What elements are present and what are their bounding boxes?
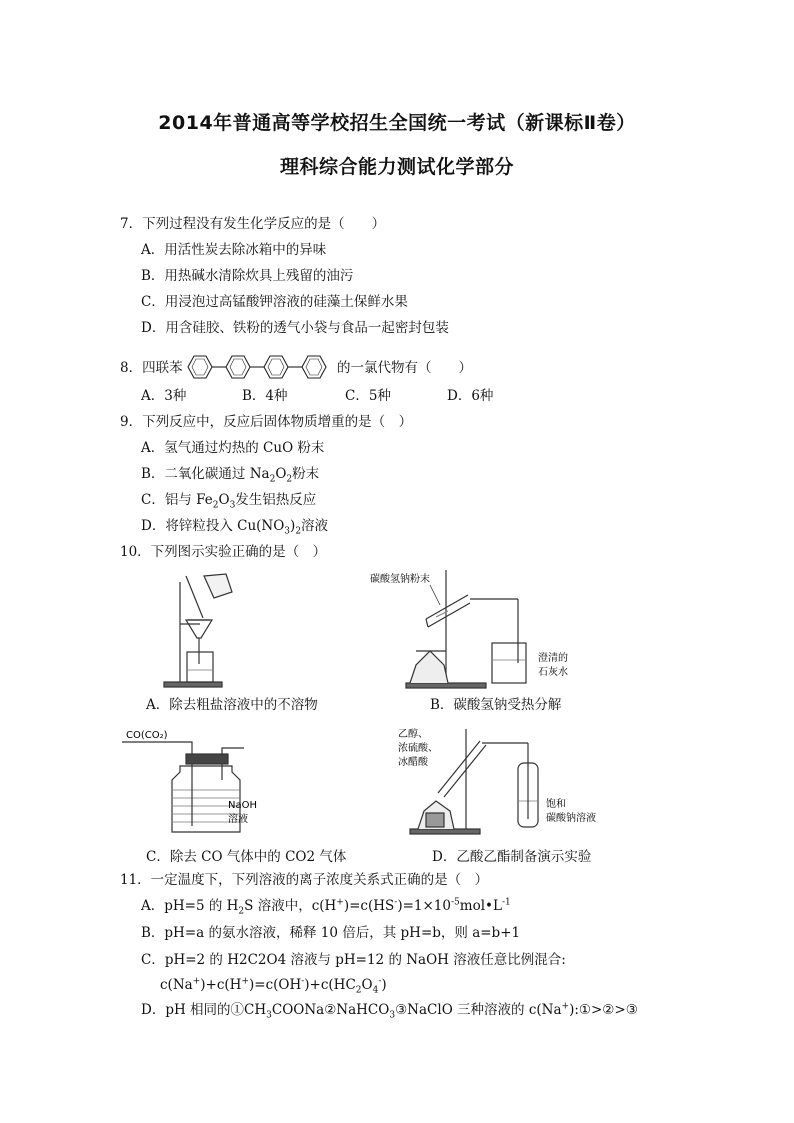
- q11-stem: 11．一定温度下，下列溶液的离子浓度关系式正确的是（ ）: [120, 872, 489, 888]
- q7-option-c: C．用浸泡过高锰酸钾溶液的硅藻土保鲜水果: [141, 294, 408, 310]
- q9-option-a: A．氢气通过灼热的 CuO 粉末: [141, 440, 325, 456]
- q11-option-c-line-1: C．pH=2 的 H2C2O4 溶液与 pH=12 的 NaOH 溶液任意比例混合:: [141, 952, 566, 968]
- q8-stem-prefix: 8．四联苯: [120, 360, 183, 376]
- q7-option-a: A．用活性炭去除冰箱中的异味: [141, 242, 327, 258]
- q7-option-d: D．用含硅胶、铁粉的透气小袋与食品一起密封包装: [141, 320, 449, 336]
- figure-b-reagent-label: 碳酸氢钠粉末: [370, 574, 430, 585]
- figure-c-gas-label: CO(CO₂): [126, 730, 168, 741]
- q9-option-d: D．将锌粒投入 $Cu(NO_3)_2$溶液: [141, 518, 329, 537]
- figure-c-caption: C．除去 CO 气体中的 CO2 气体: [146, 849, 347, 865]
- q11-option-b: B．pH=a 的氨水溶液，稀释 10 倍后，其 pH=b，则 a=b+1: [141, 925, 521, 941]
- q8-option-c: C．5种: [345, 388, 391, 404]
- figure-d-reagent-label-2: 浓硫酸、: [398, 743, 438, 754]
- figure-d-solution-label-2: 碳酸钠溶液: [546, 813, 596, 824]
- q8-option-d: D．6种: [447, 388, 494, 404]
- figure-b-decomposition: [368, 565, 578, 690]
- figure-d-reagent-label-3: 冰醋酸: [398, 757, 428, 768]
- figure-d-reagent-label-1: 乙醇、: [398, 729, 428, 740]
- q11-option-a: A．pH=5 的 $H_2S$ 溶液中，$c(H^+)=c(HS^-)=1\times 10^{-5}mol•L^{-1}$: [141, 897, 511, 917]
- figure-d-ester-prep: [398, 723, 608, 838]
- title-line-2: 理科综合能力测试化学部分: [279, 156, 514, 178]
- q7-option-b: B．用热碱水清除炊具上残留的油污: [141, 268, 354, 284]
- figure-c-gas-washing: [122, 728, 282, 838]
- q8-stem-suffix: 的一氯代物有（ ）: [337, 360, 472, 376]
- title-line-1: 2014年普通高等学校招生全国统一考试（新课标Ⅱ卷）: [158, 112, 636, 134]
- figure-a-caption: A．除去粗盐溶液中的不溶物: [146, 697, 318, 713]
- q10-stem: 10．下列图示实验正确的是（ ）: [120, 544, 327, 560]
- figure-c-solution-label-2: 溶液: [228, 814, 248, 825]
- figure-b-caption: B．碳酸氢钠受热分解: [430, 697, 562, 713]
- figure-c-solution-label-1: NaOH: [228, 800, 257, 811]
- quaterphenyl-structure: [183, 348, 335, 386]
- figure-b-limewater-label-2: 石灰水: [538, 667, 568, 678]
- figure-d-caption: D．乙酸乙酯制备演示实验: [432, 849, 592, 865]
- figure-d-solution-label-1: 饱和: [546, 799, 566, 810]
- q11-option-c-line-2: $c(Na^+)+c(H^+)=c(OH^-)+c(HC_2O_4^-)$: [160, 976, 387, 996]
- q11-option-d: D．pH 相同的$①CH_3COONa②NaHCO_3③NaClO$ 三种溶液的 c(Na+):①>②>③: [141, 1001, 638, 1021]
- q9-stem: 9．下列反应中，反应后固体物质增重的是（ ）: [120, 414, 413, 430]
- q9-option-c: C．铝与 $Fe_2O_3$发生铝热反应: [141, 492, 317, 511]
- q8-option-b: B．4种: [242, 388, 288, 404]
- q8-option-a: A．3种: [141, 388, 187, 404]
- figure-a-filtration: [158, 572, 268, 690]
- q9-option-b: B．二氧化碳通过 $Na_2O_2$粉末: [141, 466, 320, 485]
- figure-b-limewater-label-1: 澄清的: [538, 653, 568, 664]
- q7-stem: 7．下列过程没有发生化学反应的是（ ）: [120, 216, 386, 232]
